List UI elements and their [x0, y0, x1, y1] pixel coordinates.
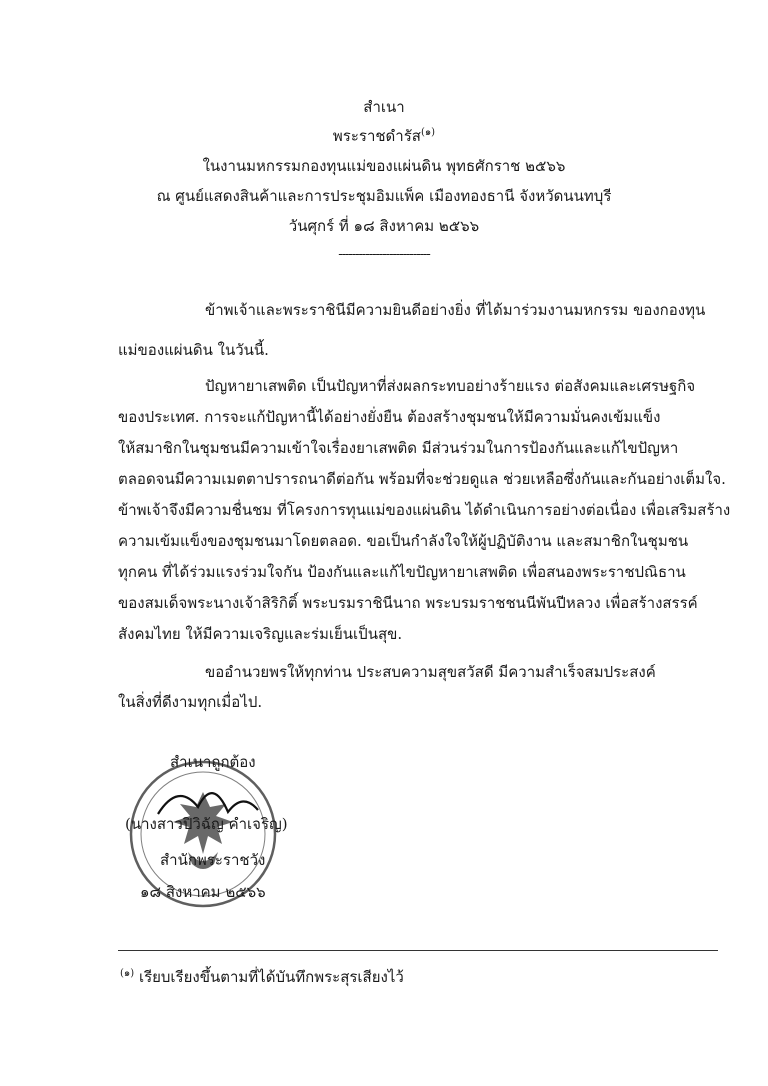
- body-line: ทุกคน ที่ได้ร่วมแรงร่วมใจกัน ป้องกันและแก้ไขปัญหายาเสพติด เพื่อสนองพระราชปณิธาน: [118, 563, 686, 581]
- body-line: ข้าพเจ้าและพระราชินีมีความยินดีอย่างยิ่ง ที่ได้มาร่วมงานมหกรรม ของกองทุน: [205, 301, 706, 319]
- event-line: ในงานมหกรรมกองทุนแม่ของแผ่นดิน พุทธศักราช ๒๕๖๖: [202, 157, 566, 175]
- body-line: ในสิ่งที่ดีงามทุกเมื่อไป.: [118, 693, 263, 711]
- subtitle-text: พระราชดำรัส: [332, 127, 421, 145]
- certifier-office: สำนักพระราชวัง: [160, 851, 266, 869]
- footnote-text: เรียบเรียงขึ้นตามที่ได้บันทึกพระสุรเสียงไว้: [138, 968, 404, 986]
- body-line: ขออำนวยพรให้ทุกท่าน ประสบความสุขสวัสดี มีความสำเร็จสมประสงค์: [205, 663, 656, 681]
- body-line: ของสมเด็จพระนางเจ้าสิริกิติ์ พระบรมราชินีนาถ พระบรมราชชนนีพันปีหลวง เพื่อสร้างสรรค์: [118, 594, 698, 612]
- body-line: ปัญหายาเสพติด เป็นปัญหาที่ส่งผลกระทบอย่างร้ายแรง ต่อสังคมและเศรษฐกิจ: [205, 377, 696, 395]
- doc-subtitle: [0, 124, 768, 148]
- footnote-marker: (๑): [120, 968, 135, 979]
- date-line: วันศุกร์ ที่ ๑๘ สิงหาคม ๒๕๖๖: [288, 217, 480, 235]
- certification-date: ๑๘ สิงหาคม ๒๕๖๖: [140, 883, 266, 901]
- body-line: ความเข้มแข็งของชุมชนมาโดยตลอด. ขอเป็นกำลังใจให้ผู้ปฏิบัติงาน และสมาชิกในชุมชน: [118, 532, 689, 550]
- venue-line: ณ ศูนย์แสดงสินค้าและการประชุมอิมแพ็ค เมืองทองธานี จังหวัดนนทบุรี: [156, 187, 612, 205]
- body-line: ข้าพเจ้าจึงมีความชื่นชม ที่โครงการทุนแม่ของแผ่นดิน ได้ดำเนินการอย่างต่อเนื่อง เพื่อเสริมสร้าง: [118, 501, 731, 519]
- body-line: ให้สมาชิกในชุมชนมีความเข้าใจเรื่องยาเสพติด มีส่วนร่วมในการป้องกันและแก้ไขปัญหา: [118, 439, 679, 457]
- footnote-divider: [118, 950, 718, 951]
- footnote: [120, 965, 404, 989]
- subtitle-footnote-marker: (๑): [420, 127, 436, 138]
- certifier-name: (นางสาวปิวิฉัญ คำเจริญ): [125, 815, 288, 833]
- body-line: แม่ของแผ่นดิน ในวันนี้.: [118, 341, 269, 359]
- header-separator: ---------------------------: [338, 247, 430, 262]
- certified-copy-label: สำเนาถูกต้อง: [170, 753, 256, 771]
- doc-title: สำเนา: [363, 98, 405, 116]
- body-line: ของประเทศ. การจะแก้ปัญหานี้ได้อย่างยั่งยืน ต้องสร้างชุมชนให้มีความมั่นคงเข้มแข็ง: [118, 408, 661, 426]
- body-line: สังคมไทย ให้มีความเจริญและร่มเย็นเป็นสุข.: [118, 625, 403, 643]
- body-line: ตลอดจนมีความเมตตาปรารถนาดีต่อกัน พร้อมที่จะช่วยดูแล ช่วยเหลือซึ่งกันและกันอย่างเต็มใจ.: [118, 470, 726, 488]
